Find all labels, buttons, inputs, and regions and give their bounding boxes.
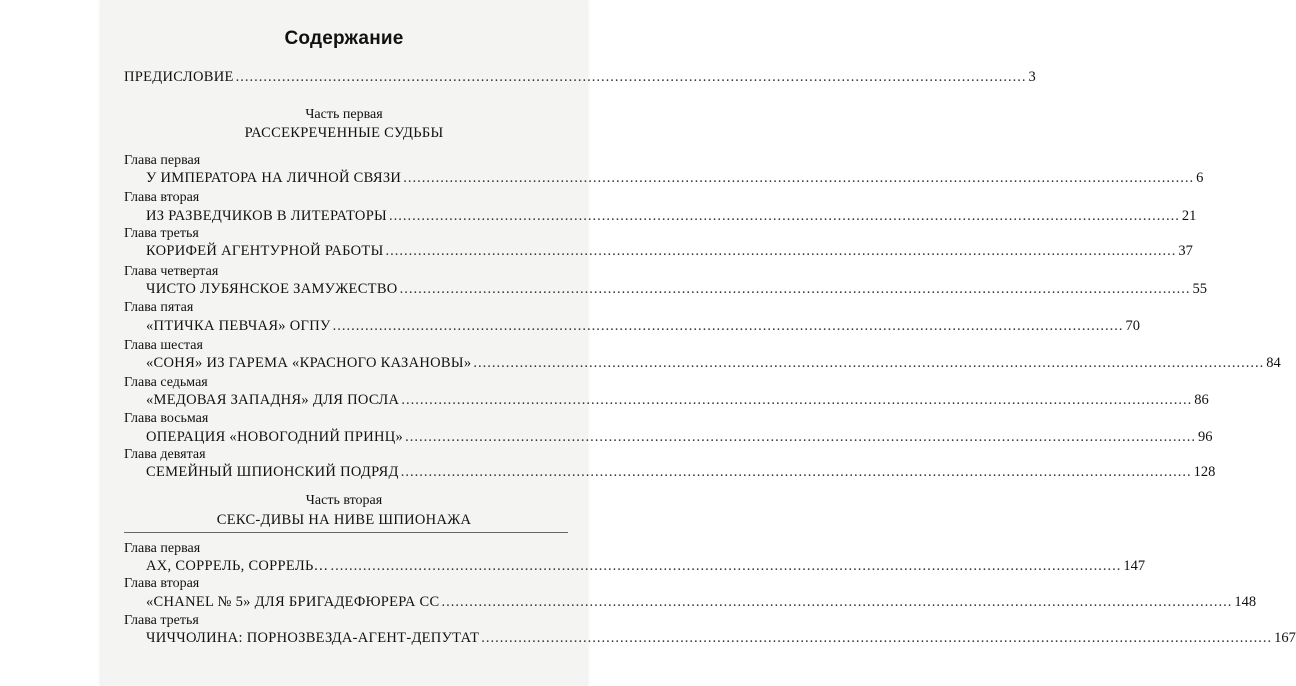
toc-entry-title: КОРИФЕЙ АГЕНТУРНОЙ РАБОТЫ (146, 243, 384, 259)
toc-entry-page: 148 (1234, 594, 1257, 610)
toc-entry[interactable] (146, 629, 1296, 647)
chapter-label: Глава вторая (124, 190, 200, 205)
toc-entry[interactable] (146, 280, 1207, 298)
toc-entry[interactable] (146, 317, 1140, 335)
toc-entry-page: 21 (1181, 208, 1197, 224)
toc-entry-title: ИЗ РАЗВЕДЧИКОВ В ЛИТЕРАТОРЫ (146, 208, 388, 224)
leader-dots: ........................................................................................................................................................................... (400, 464, 1192, 480)
leader-dots: ........................................................................................................................................................................... (403, 170, 1195, 186)
chapter-label: Глава пятая (124, 300, 194, 315)
toc-entry-title: ПРЕДИСЛОВИЕ (124, 69, 234, 85)
chapter-label: Глава первая (124, 153, 201, 168)
divider (124, 532, 568, 533)
toc-entry[interactable] (146, 242, 1193, 260)
chapter-label: Глава девятая (124, 447, 206, 462)
book-page (100, 0, 1296, 686)
toc-entry-page: 84 (1266, 355, 1281, 371)
toc-entry-title: СЕМЕЙНЫЙ ШПИОНСКИЙ ПОДРЯД (146, 464, 399, 480)
toc-entry-page: 147 (1123, 558, 1146, 574)
chapter-label: Глава четвертая (124, 264, 219, 279)
toc-entry[interactable] (146, 463, 1216, 481)
leader-dots: ........................................................................................................................................................................... (441, 594, 1233, 610)
toc-entry-page: 86 (1194, 392, 1209, 408)
toc-entry[interactable] (146, 169, 1204, 187)
toc-entry-page: 37 (1178, 243, 1193, 259)
toc-entry-title: ЧИЧЧОЛИНА: ПОРНОЗВЕЗДА-АГЕНТ-ДЕПУТАТ (146, 630, 480, 646)
chapter-label: Глава шестая (124, 338, 203, 353)
chapter-label: Глава первая (124, 541, 201, 556)
toc-entry-title: ЧИСТО ЛУБЯНСКОЕ ЗАМУЖЕСТВО (146, 281, 398, 297)
page-title: Содержание (284, 28, 404, 49)
part-title: РАССЕКРЕЧЕННЫЕ СУДЬБЫ (244, 125, 444, 141)
chapter-label: Глава третья (124, 613, 199, 628)
toc-entry[interactable] (146, 593, 1257, 611)
toc-entry-title: «СОНЯ» ИЗ ГАРЕМА «КРАСНОГО КАЗАНОВЫ» (146, 355, 472, 371)
toc-entry-title: «ПТИЧКА ПЕВЧАЯ» ОГПУ (146, 318, 331, 334)
part-label: Часть вторая (305, 493, 383, 508)
leader-dots: ........................................................................................................................................................................... (399, 281, 1191, 297)
leader-dots: ........................................................................................................................................................................... (481, 630, 1273, 646)
toc-entry-page: 3 (1028, 69, 1036, 85)
leader-dots: ........................................................................................................................................................................... (389, 208, 1180, 224)
toc-entry-title: «CHANEL № 5» ДЛЯ БРИГАДЕФЮРЕРА СС (146, 594, 440, 610)
leader-dots: ........................................................................................................................................................................... (473, 355, 1265, 371)
toc-entry-page: 128 (1193, 464, 1216, 480)
toc-entry-title: У ИМПЕРАТОРА НА ЛИЧНОЙ СВЯЗИ (146, 170, 402, 186)
leader-dots: ........................................................................................................................................................................... (332, 318, 1124, 334)
toc-entry-page: 70 (1125, 318, 1140, 334)
leader-dots: ........................................................................................................................................................................... (401, 392, 1193, 408)
toc-entry-title: «МЕДОВАЯ ЗАПАДНЯ» ДЛЯ ПОСЛА (146, 392, 400, 408)
toc-entry[interactable] (146, 428, 1213, 446)
toc-entry-page: 96 (1197, 429, 1213, 445)
toc-entry[interactable] (146, 391, 1209, 409)
toc-entry-page: 6 (1196, 170, 1204, 186)
chapter-label: Глава восьмая (124, 411, 209, 426)
part-label: Часть первая (305, 107, 383, 122)
toc-entry-title: АХ, СОРРЕЛЬ, СОРРЕЛЬ… (146, 558, 329, 574)
chapter-label: Глава третья (124, 226, 199, 241)
toc-entry[interactable] (146, 557, 1146, 575)
leader-dots: ........................................................................................................................................................................... (385, 243, 1177, 259)
toc-entry-title: ОПЕРАЦИЯ «НОВОГОДНИЙ ПРИНЦ» (146, 429, 404, 445)
toc-entry[interactable] (146, 207, 1197, 225)
chapter-label: Глава седьмая (124, 375, 208, 390)
part-title: СЕКС-ДИВЫ НА НИВЕ ШПИОНАЖА (216, 512, 472, 528)
leader-dots: ........................................................................................................................................................................... (405, 429, 1196, 445)
leader-dots: ........................................................................................................................................................................... (330, 558, 1122, 574)
leader-dots: ........................................................................................................................................................................... (235, 69, 1027, 85)
chapter-label: Глава вторая (124, 576, 200, 591)
toc-entry-page: 167 (1274, 630, 1296, 646)
toc-entry-page: 55 (1192, 281, 1207, 297)
toc-entry-preface[interactable] (124, 68, 1036, 86)
toc-entry[interactable] (146, 354, 1281, 372)
